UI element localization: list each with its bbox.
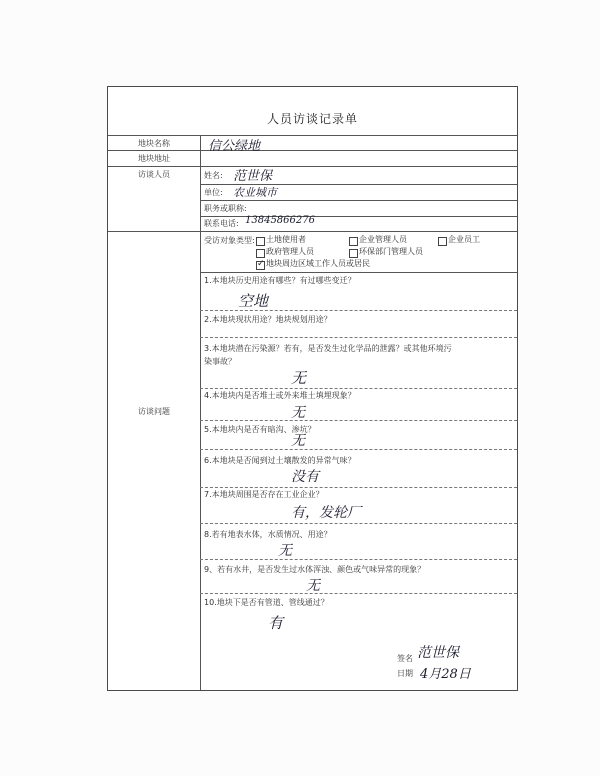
interviewee-type-label: 受访对象类型:	[204, 236, 255, 245]
row-divider	[108, 150, 517, 151]
question-divider	[200, 523, 517, 524]
plot-name-label: 地块名称	[138, 139, 170, 148]
answer-3[interactable]: 无	[291, 369, 307, 387]
name-value[interactable]: 范世保	[233, 169, 273, 184]
question-3-cont: 染事故？	[204, 357, 236, 366]
interviewee-label: 访谈人员	[138, 170, 170, 179]
question-6: 6.本地块是否闻到过土壤散发的异常气味？	[204, 456, 356, 465]
row-divider	[200, 272, 517, 273]
answer-7[interactable]: 有，发轮厂	[291, 505, 361, 521]
answer-1[interactable]: 空地	[238, 292, 269, 310]
answer-4[interactable]: 无	[291, 405, 305, 421]
row-divider	[108, 166, 517, 167]
type-checkbox-nearby-resident[interactable]	[256, 261, 265, 270]
interview-questions-label: 访谈问题	[138, 407, 170, 416]
unit-value[interactable]: 农业城市	[233, 186, 277, 199]
question-3: 3.本地块潜在污染源？若有，是否发生过化学品的泄露？或其他环境污	[204, 344, 452, 353]
row-divider	[200, 200, 517, 201]
signature-label: 签名	[397, 654, 413, 663]
type-option-government-manager: 政府管理人员	[266, 247, 314, 256]
question-5: 5.本地块内是否有暗沟、渗坑？	[204, 425, 316, 434]
answer-6[interactable]: 没有	[291, 469, 319, 485]
type-option-enterprise-employee: 企业员工	[448, 235, 480, 244]
question-8: 8.若有地表水体，水质情况、用途？	[204, 530, 332, 539]
question-divider	[200, 420, 517, 421]
question-9: 9、若有水井，是否发生过水体浑浊、颜色或气味异常的现象？	[204, 565, 426, 574]
date-label: 日期	[397, 669, 413, 678]
question-divider	[200, 337, 517, 338]
phone-label: 联系电话:	[204, 219, 239, 228]
phone-value[interactable]: 13845866276	[245, 215, 315, 226]
type-checkbox-government-manager[interactable]	[256, 249, 265, 258]
signature-value[interactable]: 范世保	[417, 645, 459, 661]
plot-name-value[interactable]: 信公绿地	[208, 139, 261, 154]
question-divider	[200, 593, 517, 594]
type-option-land-user: 土地使用者	[266, 235, 306, 244]
question-divider	[200, 559, 517, 560]
position-label: 职务或职称:	[204, 204, 247, 213]
unit-label: 单位:	[204, 188, 223, 197]
type-checkbox-enterprise-manager[interactable]	[349, 237, 358, 246]
column-divider	[200, 135, 201, 690]
type-option-env-dept-manager: 环保部门管理人员	[359, 247, 423, 256]
row-divider	[108, 231, 517, 232]
type-checkbox-env-dept-manager[interactable]	[349, 249, 358, 258]
date-value[interactable]: 4月28日	[420, 667, 471, 682]
question-divider	[200, 310, 517, 311]
type-option-enterprise-manager: 企业管理人员	[359, 235, 407, 244]
question-2: 2.本地块现状用途？地块规划用途？	[204, 315, 332, 324]
answer-9[interactable]: 无	[306, 578, 320, 594]
row-divider	[108, 135, 517, 136]
type-checkbox-enterprise-employee[interactable]	[438, 237, 447, 246]
type-checkbox-land-user[interactable]	[256, 237, 265, 246]
form-title: 人员访谈记录单	[266, 112, 358, 126]
question-divider	[200, 487, 517, 488]
answer-10[interactable]: 有	[268, 614, 284, 632]
answer-8[interactable]: 无	[278, 543, 292, 559]
plot-address-label: 地块地址	[138, 154, 170, 163]
type-option-nearby-resident: 地块周边区域工作人员或居民	[266, 259, 370, 268]
name-label: 姓名:	[204, 171, 223, 180]
answer-5[interactable]: 无	[291, 433, 305, 449]
question-divider	[200, 388, 517, 389]
question-divider	[200, 449, 517, 450]
question-7: 7.本地块周围是否存在工业企业？	[204, 490, 324, 499]
interview-record-form	[107, 86, 518, 691]
question-4: 4.本地块内是否堆土或外来堆土填埋现象？	[204, 391, 356, 400]
question-10: 10.地块下是否有管道、管线通过？	[204, 598, 329, 607]
question-1: 1.本地块历史用途有哪些？有过哪些变迁？	[204, 276, 356, 285]
